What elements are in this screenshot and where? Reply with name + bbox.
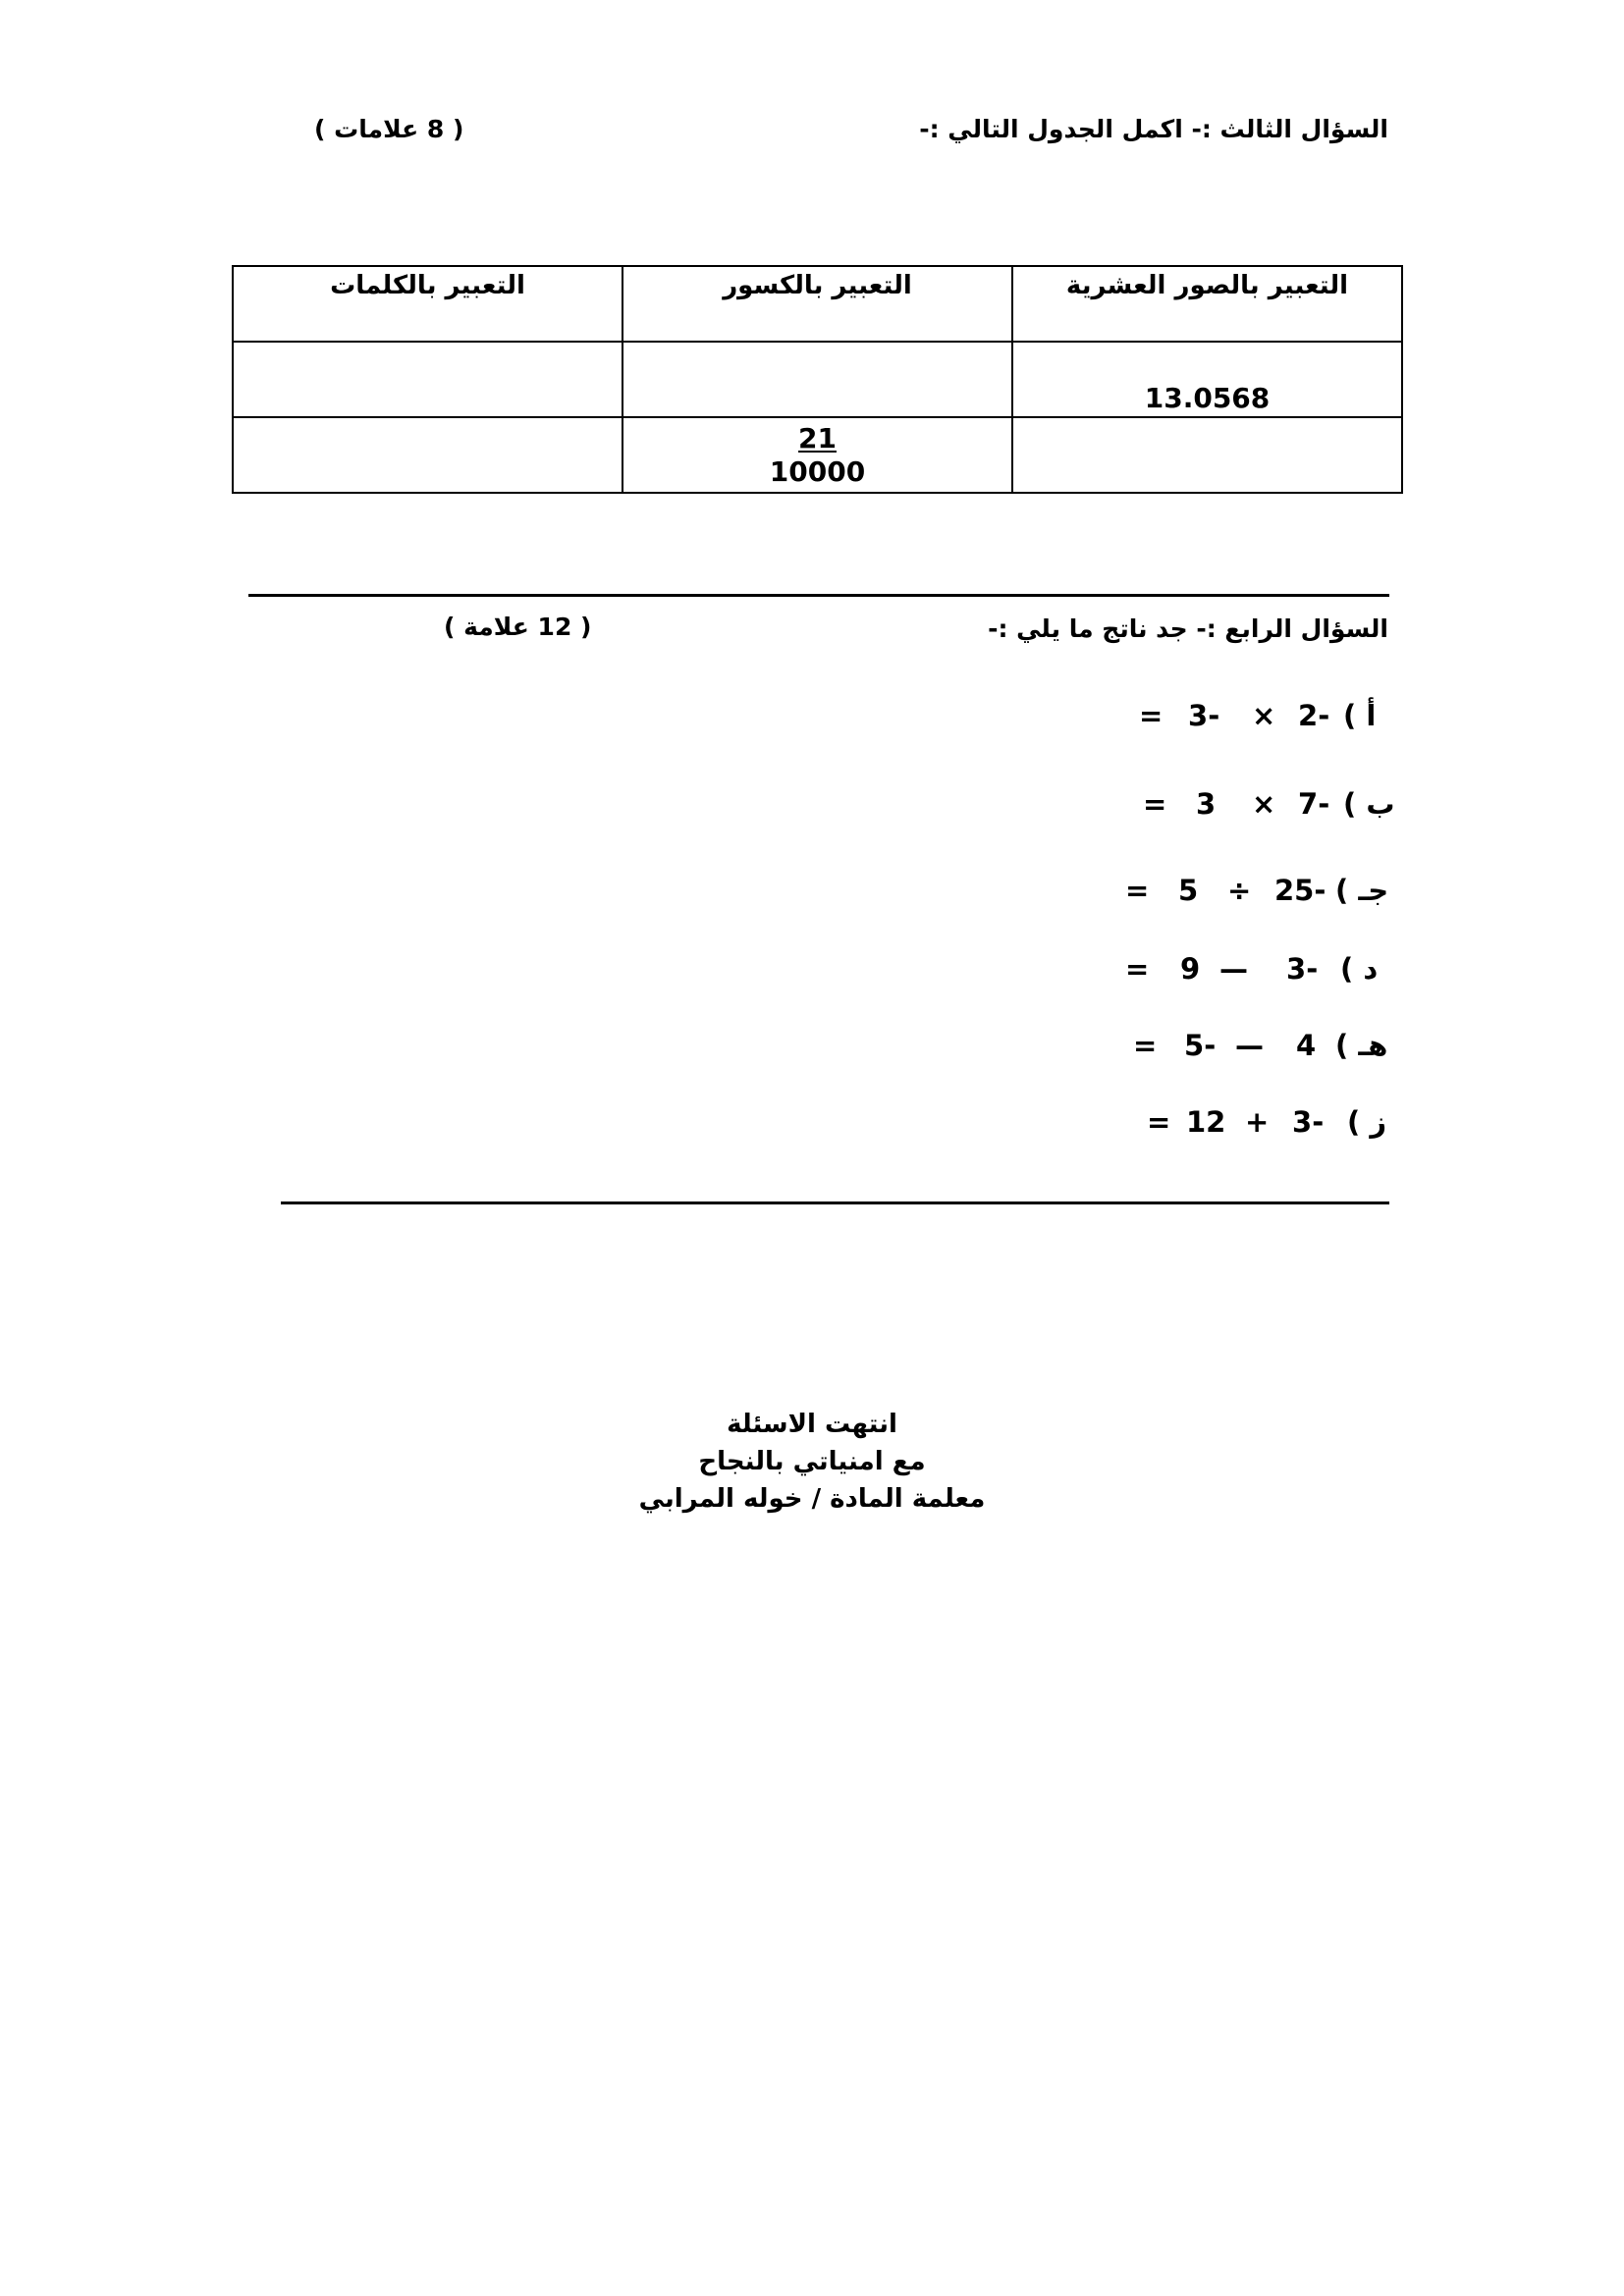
q3-marks: ( 8 علامات )	[314, 115, 464, 143]
row2-words-cell[interactable]	[233, 417, 623, 493]
row1-words-cell[interactable]	[233, 342, 623, 417]
good-luck-message: مع امنياتي بالنجاح	[698, 1447, 926, 1476]
q4-title: السؤال الرابع :- جد ناتج ما يلي :-	[988, 614, 1388, 643]
table-header-row	[233, 266, 1402, 342]
problem-label: جـ )	[1335, 874, 1389, 907]
operand-b: 12	[1186, 1105, 1226, 1139]
operand-a: -3	[1292, 1105, 1325, 1139]
q3-title: السؤال الثالث :- اكمل الجدول التالي :-	[919, 115, 1388, 143]
fraction-numerator: 21	[798, 422, 837, 454]
operand-a: -25	[1274, 874, 1326, 907]
operator: —	[1219, 952, 1248, 986]
table-row	[233, 417, 1402, 493]
operand-b: -5	[1184, 1029, 1217, 1062]
q3-table	[232, 265, 1403, 494]
operand-b: -3	[1188, 699, 1220, 732]
problem-f	[1129, 1105, 1394, 1145]
header-cell-decimal: التعبير بالصور العشرية	[1012, 266, 1402, 342]
problem-label: د )	[1340, 952, 1379, 986]
operand-a: -3	[1286, 952, 1319, 986]
operand-a: -2	[1298, 699, 1330, 732]
operand-b: 3	[1196, 787, 1217, 821]
problem-e	[1119, 1029, 1394, 1068]
operator: ×	[1252, 787, 1276, 821]
problem-label: هـ )	[1335, 1029, 1388, 1062]
problem-label: أ )	[1343, 699, 1377, 732]
equals-sign: =	[1147, 1105, 1171, 1139]
row2-fraction-cell	[623, 417, 1012, 493]
operand-b: 5	[1178, 874, 1199, 907]
problem-label: ب )	[1343, 787, 1395, 821]
row1-decimal-value: 13.0568	[1144, 382, 1271, 414]
operand-a: -7	[1298, 787, 1330, 821]
row2-fraction	[623, 422, 1011, 489]
problem-label: ز )	[1347, 1105, 1387, 1139]
q4-marks: ( 12 علامة )	[444, 613, 592, 641]
equals-sign: =	[1143, 787, 1167, 821]
operand-b: 9	[1180, 952, 1201, 986]
row2-decimal-cell[interactable]	[1012, 417, 1402, 493]
end-of-questions: انتهت الاسئلة	[727, 1410, 897, 1439]
header-cell-words: التعبير بالكلمات	[233, 266, 623, 342]
row1-fraction-cell[interactable]	[623, 342, 1012, 417]
closing-notes	[0, 1406, 1624, 1518]
problem-a	[1129, 699, 1394, 738]
problem-d	[1119, 952, 1394, 991]
operator: ÷	[1227, 874, 1252, 907]
operator: —	[1235, 1029, 1264, 1062]
operator: ×	[1252, 699, 1276, 732]
problem-b	[1129, 787, 1394, 827]
teacher-signature: معلمة المادة / خوله المرابي	[638, 1484, 986, 1514]
equals-sign: =	[1125, 952, 1150, 986]
equals-sign: =	[1125, 874, 1150, 907]
equals-sign: =	[1133, 1029, 1158, 1062]
divider-bottom	[281, 1201, 1389, 1204]
problem-c	[1119, 874, 1394, 913]
fraction-denominator: 10000	[769, 455, 866, 488]
equals-sign: =	[1139, 699, 1164, 732]
row1-decimal-cell	[1012, 342, 1402, 417]
operator: +	[1245, 1105, 1270, 1139]
divider-top	[248, 594, 1389, 597]
table-row	[233, 342, 1402, 417]
operand-a: 4	[1296, 1029, 1317, 1062]
header-cell-fraction: التعبير بالكسور	[623, 266, 1012, 342]
